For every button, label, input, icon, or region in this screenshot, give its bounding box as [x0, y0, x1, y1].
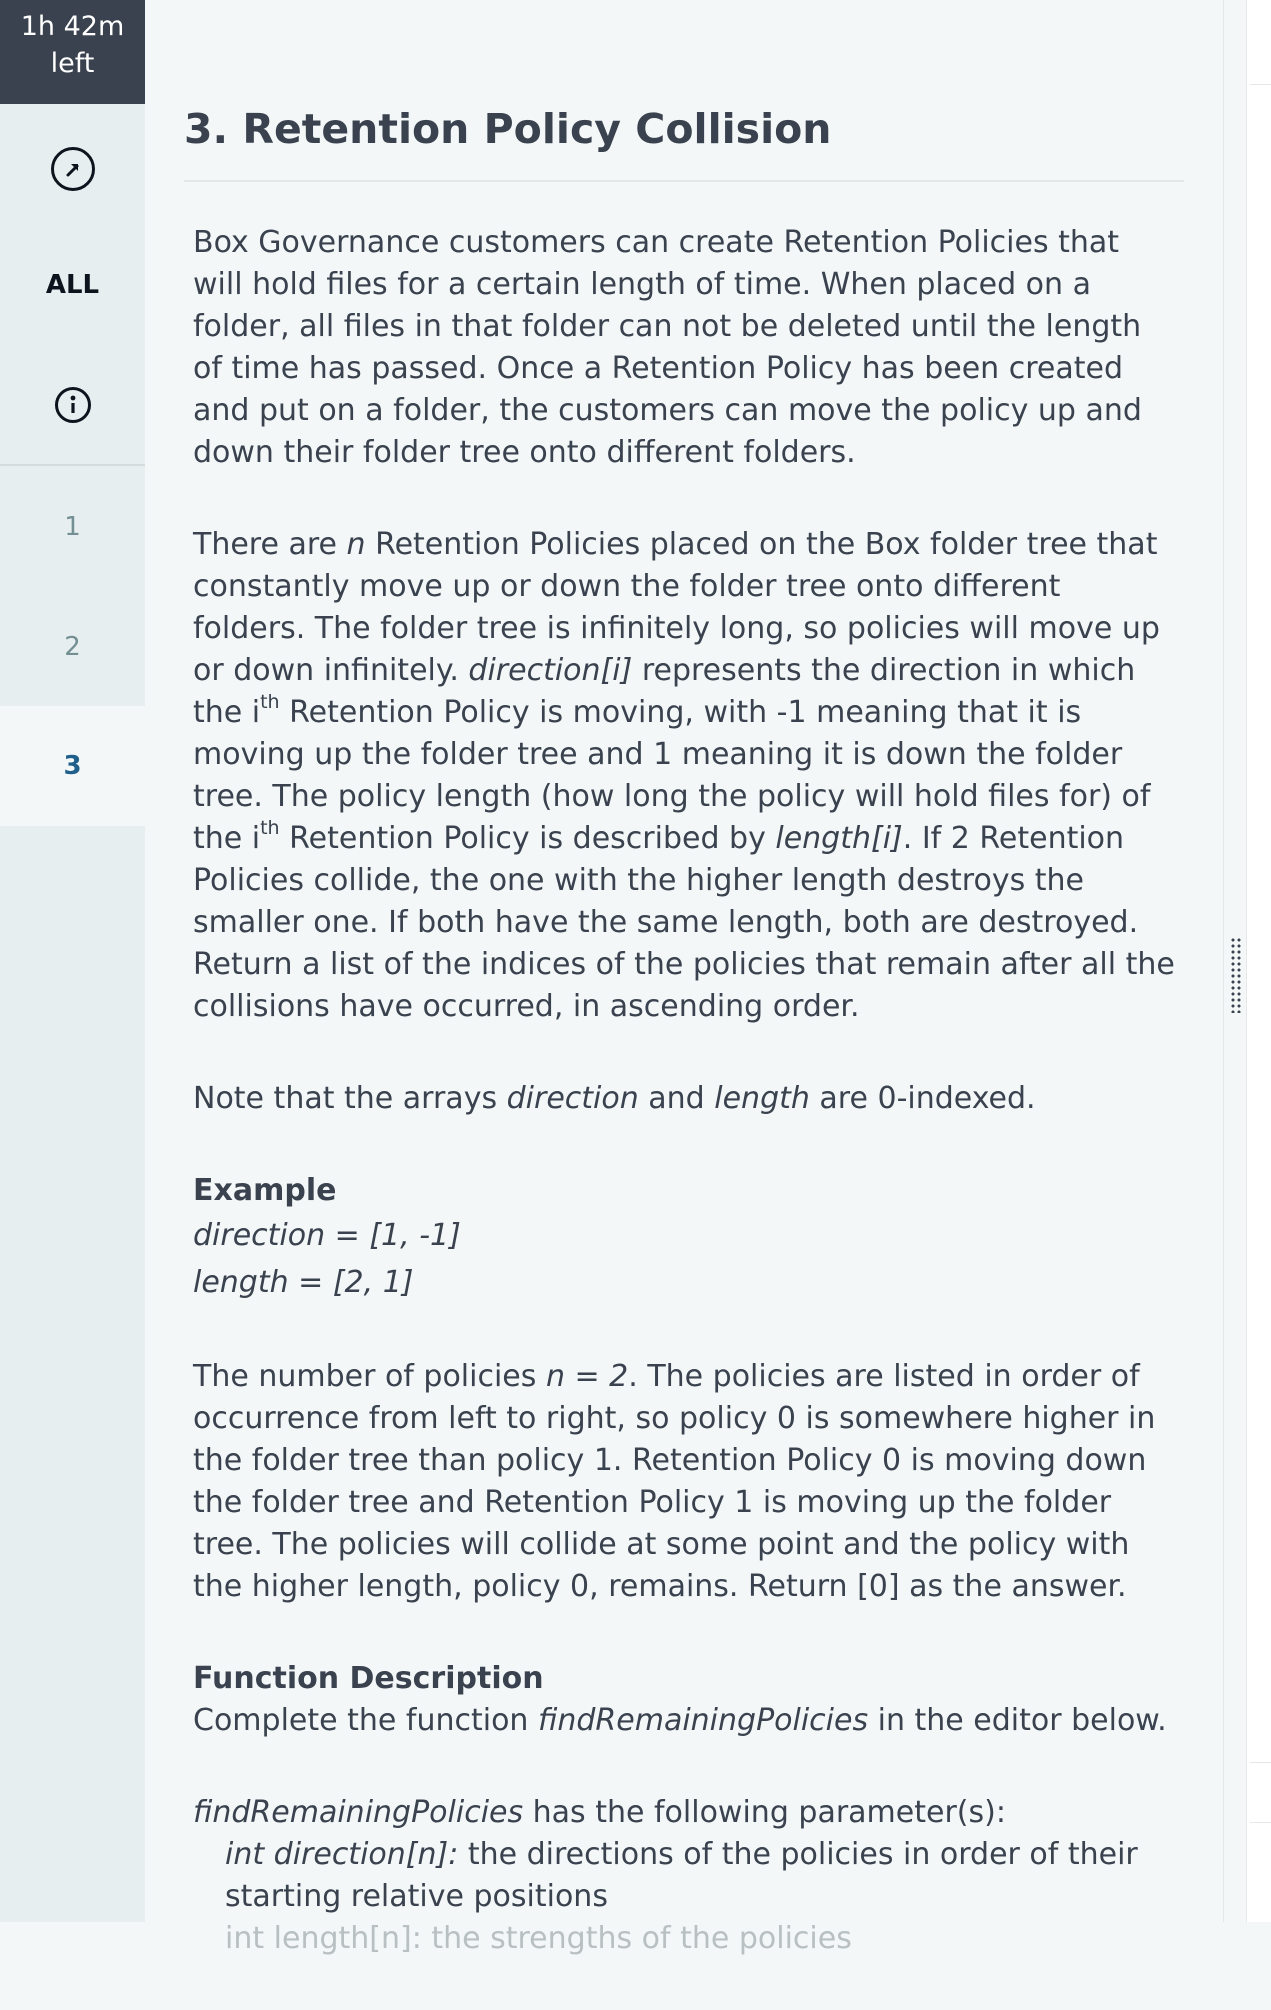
editor-divider [1250, 1762, 1271, 1763]
text-span: Retention Policy is moving, with -1 meaning that it is moving up the folder tree and 1 meaning it is down the folder tree. The policy length (how long the policy will hold files for) of the i [193, 695, 1151, 856]
question-nav-3[interactable]: 3 [0, 706, 145, 826]
parameter-length: int length[n]: the strengths of the policies [225, 1921, 852, 1956]
text-span: and [638, 1081, 715, 1116]
var-length: length [714, 1081, 810, 1116]
var-length: length[i] [775, 821, 903, 856]
var-direction: direction[i] [468, 653, 633, 688]
problem-paragraph [193, 524, 1178, 1028]
back-button[interactable] [0, 118, 145, 220]
function-description [193, 1658, 1178, 1742]
var-n: n [346, 527, 366, 562]
function-description-heading: Function Description [193, 1661, 544, 1696]
function-name: findRemainingPolicies [537, 1703, 869, 1738]
text-span: Note that the arrays [193, 1081, 507, 1116]
time-remaining [0, 0, 145, 104]
info-icon [55, 387, 91, 423]
question-nav-2[interactable]: 2 [64, 632, 81, 662]
editor-pane-edge [1247, 0, 1271, 1922]
text-span: represents the direction in which the i [193, 653, 1136, 730]
superscript: th [260, 691, 280, 713]
text-span: . If 2 Retention Policies collide, the one with the higher length destroys the smaller one. If both have the same length, both are destroyed. Return a list of the indices of the policies that remain after all the collisions have occurred, in ascending order. [193, 821, 1175, 1024]
text-span: Complete the function [193, 1703, 538, 1738]
text-span: . The policies are listed in order of occurrence from left to right, so policy 0 is somewhere higher in the folder tree than policy 1. Retention Policy 0 is moving down the folder tree and Retention Policy 1 is moving up the folder tree. The policies will collide at some point and the policy with the higher length, policy 0, remains. Return [0] as the answer. [193, 1359, 1156, 1604]
drag-handle-icon[interactable] [1230, 937, 1242, 1013]
example-block [193, 1170, 1178, 1306]
var-n-value: n = 2 [545, 1359, 629, 1394]
text-span: has the following parameter(s): [523, 1795, 1006, 1830]
parameters-block [193, 1792, 1178, 1960]
question-title: 3. Retention Policy Collision [184, 105, 832, 153]
question-panel [184, 0, 1184, 1956]
text-span: The number of policies [193, 1359, 546, 1394]
editor-divider [1250, 84, 1271, 85]
sidebar-divider [0, 464, 145, 466]
superscript: th [260, 817, 280, 839]
text-span: Retention Policy is described by [279, 821, 776, 856]
editor-divider [1250, 1822, 1271, 1823]
title-divider [184, 180, 1184, 182]
pane-splitter[interactable] [1223, 0, 1247, 1922]
text-span: in the editor below. [868, 1703, 1167, 1738]
time-remaining-suffix: left [50, 48, 95, 79]
question-sidebar [0, 0, 145, 1922]
example-direction: direction = [1, -1] [193, 1218, 461, 1253]
question-nav-1[interactable]: 1 [64, 512, 81, 542]
example-length: length = [2, 1] [193, 1265, 414, 1300]
parameter-direction [193, 1834, 1178, 1918]
info-button[interactable] [0, 355, 145, 455]
text-span: are 0-indexed. [809, 1081, 1036, 1116]
parameter-description: the directions of the policies in order of their starting relative positions [225, 1837, 1138, 1914]
question-body [193, 222, 1178, 2010]
text-span: Retention Policies placed on the Box folder tree that constantly move up or down the folder tree onto different folders. The folder tree is infinitely long, so policies will move up or down infinitely. [193, 527, 1160, 688]
time-remaining-value: 1h 42m [20, 11, 125, 42]
function-name: findRemainingPolicies [193, 1795, 524, 1830]
back-arrow-icon [51, 147, 95, 191]
example-heading: Example [193, 1173, 337, 1208]
text-span: There are [193, 527, 347, 562]
intro-paragraph: Box Governance customers can create Retention Policies that will hold files for a certain length of time. When placed on a folder, all files in that folder can not be deleted until the length of time has passed. Once a Retention Policy has been created and put on a folder, the customers can move the policy up and down their folder tree onto different folders. [193, 225, 1142, 470]
all-questions-tab[interactable]: ALL [45, 270, 100, 300]
note-paragraph [193, 1078, 1178, 1120]
parameter-signature: int direction[n]: [225, 1837, 459, 1872]
var-direction: direction [506, 1081, 639, 1116]
explanation-paragraph [193, 1356, 1178, 1608]
